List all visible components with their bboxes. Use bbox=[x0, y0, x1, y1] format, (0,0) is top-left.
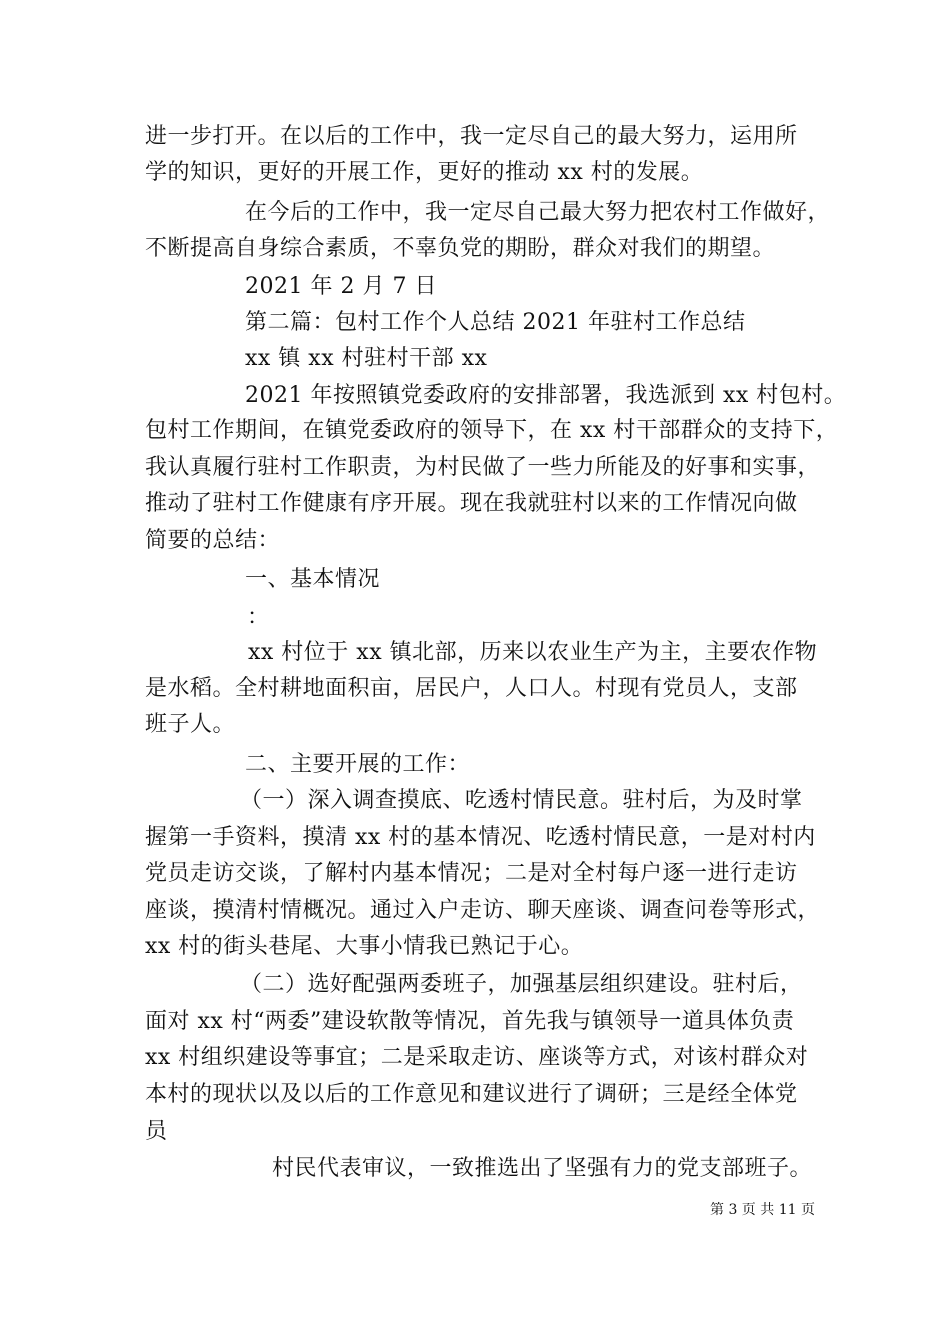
text-line: 是水稻。全村耕地面积亩，居民户，人口人。村现有党员人，支部 bbox=[145, 676, 798, 701]
text-line: 班子人。 bbox=[145, 712, 236, 737]
text-line: 包村工作期间，在镇党委政府的领导下，在 xx 村干部群众的支持下， bbox=[145, 418, 839, 443]
author-line: xx 镇 xx 村驻村干部 xx bbox=[245, 346, 488, 371]
heading-basic-situation: 一、基本情况 bbox=[245, 567, 381, 592]
text-line: 学的知识，更好的开展工作，更好的推动 xx 村的发展。 bbox=[145, 160, 704, 185]
text-line: 不断提高自身综合素质，不辜负党的期盼，群众对我们的期望。 bbox=[145, 236, 776, 261]
text-line: ： bbox=[247, 605, 270, 630]
text-line: 推动了驻村工作健康有序开展。现在我就驻村以来的工作情况向做 bbox=[145, 491, 798, 516]
text-line: 我认真履行驻村工作职责，为村民做了一些力所能及的好事和实事， bbox=[145, 455, 821, 480]
text-line: xx 村组织建设等事宜；二是采取走访、座谈等方式，对该村群众对 bbox=[145, 1045, 809, 1070]
text-line: 座谈，摸清村情概况。通过入户走访、聊天座谈、调查问卷等形式， bbox=[145, 898, 821, 923]
text-line: 进一步打开。在以后的工作中，我一定尽自己的最大努力，运用所 bbox=[145, 124, 798, 149]
text-line: 村民代表审议，一致推选出了坚强有力的党支部班子。 bbox=[272, 1156, 813, 1181]
text-line: 员 bbox=[145, 1119, 168, 1144]
page-number: 第 3 页 共 11 页 bbox=[710, 1202, 815, 1218]
text-line: 在今后的工作中，我一定尽自己最大努力把农村工作做好， bbox=[245, 200, 831, 225]
text-line: 党员走访交谈，了解村内基本情况；二是对全村每户逐一进行走访 bbox=[145, 861, 798, 886]
text-line: xx 村的街头巷尾、大事小情我已熟记于心。 bbox=[145, 934, 584, 959]
text-line: （一）深入调查摸底、吃透村情民意。驻村后，为及时掌 bbox=[240, 788, 803, 813]
section-title: 第二篇：包村工作个人总结 2021 年驻村工作总结 bbox=[245, 310, 746, 335]
text-line: xx 村位于 xx 镇北部，历来以农业生产为主，主要农作物 bbox=[248, 640, 818, 665]
text-line: 2021 年按照镇党委政府的安排部署，我选派到 xx 村包村。 bbox=[245, 383, 847, 408]
date-line: 2021 年 2 月 7 日 bbox=[245, 274, 437, 299]
text-line: 简要的总结： bbox=[145, 528, 281, 553]
text-line: （二）选好配强两委班子，加强基层组织建设。驻村后， bbox=[240, 972, 803, 997]
text-line: 握第一手资料，摸清 xx 村的基本情况、吃透村情民意，一是对村内 bbox=[145, 825, 816, 850]
text-line: 面对 xx 村“两委”建设软散等情况，首先我与镇领导一道具体负责 bbox=[145, 1009, 795, 1034]
text-line: 本村的现状以及以后的工作意见和建议进行了调研；三是经全体党 bbox=[145, 1082, 798, 1107]
heading-main-work: 二、主要开展的工作： bbox=[245, 752, 471, 777]
